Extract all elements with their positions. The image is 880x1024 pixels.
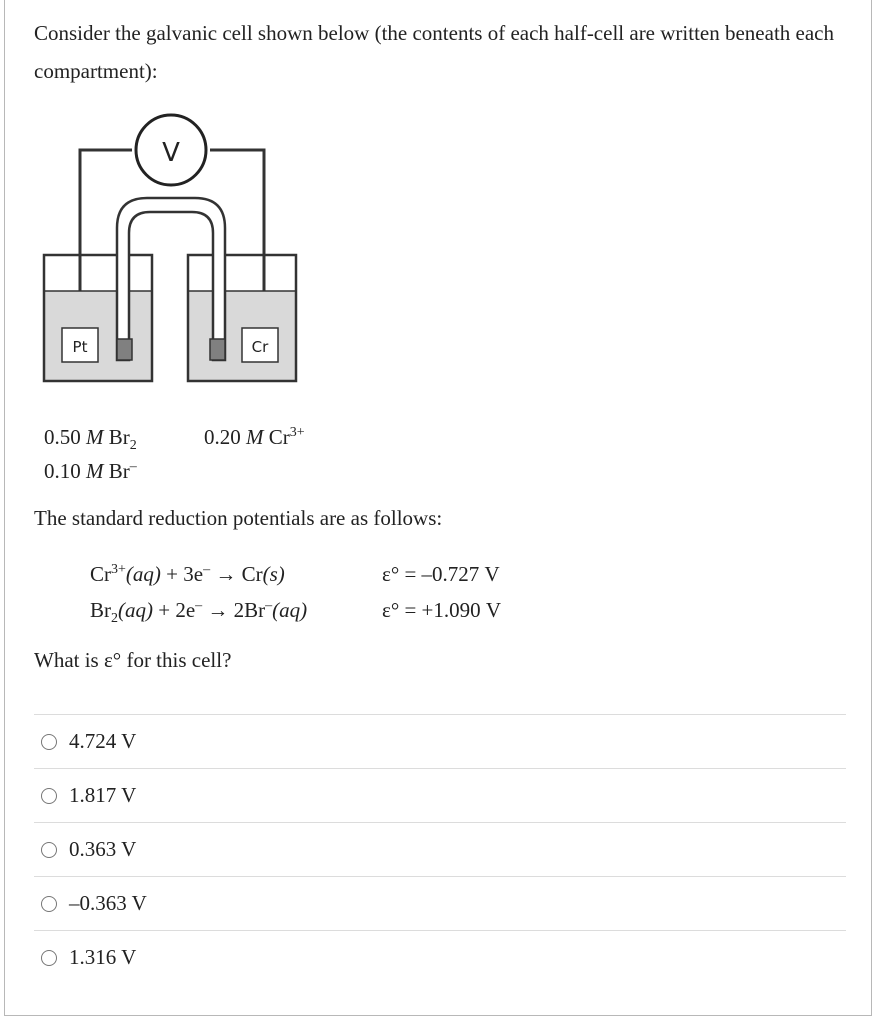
salt-bridge-left-plug	[117, 339, 132, 360]
answer-choice-label: 0.363 V	[69, 837, 137, 861]
reaction-2-potential: ε° = +1.090 V	[382, 598, 502, 622]
question-prompt: Consider the galvanic cell shown below (the contents of each half-cell are written beneath each compartment):	[34, 21, 834, 83]
answer-choice-3[interactable]	[34, 822, 846, 876]
answer-choices	[34, 714, 846, 984]
answer-choice-4[interactable]	[34, 876, 846, 930]
salt-bridge-right-plug	[210, 339, 225, 360]
answer-choice-label: –0.363 V	[69, 891, 147, 915]
reaction-1-potential: ε° = –0.727 V	[382, 562, 500, 586]
answer-choice-1[interactable]	[34, 714, 846, 768]
question-ask: What is ε° for this cell?	[34, 648, 232, 672]
reaction-2: $Br_2(aq) + 2e^- \to 2Br^-(aq)$	[90, 598, 308, 627]
radio-button[interactable]	[41, 842, 57, 858]
pt-electrode-label: Pt	[72, 338, 88, 356]
cr-electrode-label: Cr	[251, 338, 269, 356]
answer-choice-label: 1.817 V	[69, 783, 137, 807]
answer-choice-label: 1.316 V	[69, 945, 137, 969]
answer-choice-label: 4.724 V	[69, 729, 137, 753]
radio-button[interactable]	[41, 734, 57, 750]
answer-choice-5[interactable]	[34, 930, 846, 984]
radio-button[interactable]	[41, 896, 57, 912]
potentials-intro: The standard reduction potentials are as follows:	[34, 506, 443, 530]
voltmeter-label: V	[162, 138, 180, 168]
right-contents-line: 0.20 M $Cr^{3+}$	[204, 425, 305, 449]
answer-choice-2[interactable]	[34, 768, 846, 822]
right-half-cell-contents	[204, 420, 305, 454]
left-half-cell-contents	[44, 420, 137, 488]
galvanic-cell-diagram	[40, 100, 302, 386]
reaction-1: $Cr^{3+}(aq) + 3e^- \to Cr(s)$	[90, 562, 285, 586]
radio-button[interactable]	[41, 788, 57, 804]
left-contents-line-1: 0.50 M $Br_2$	[44, 425, 137, 454]
left-contents-line-2: 0.10 M Br–	[44, 459, 137, 483]
radio-button[interactable]	[41, 950, 57, 966]
